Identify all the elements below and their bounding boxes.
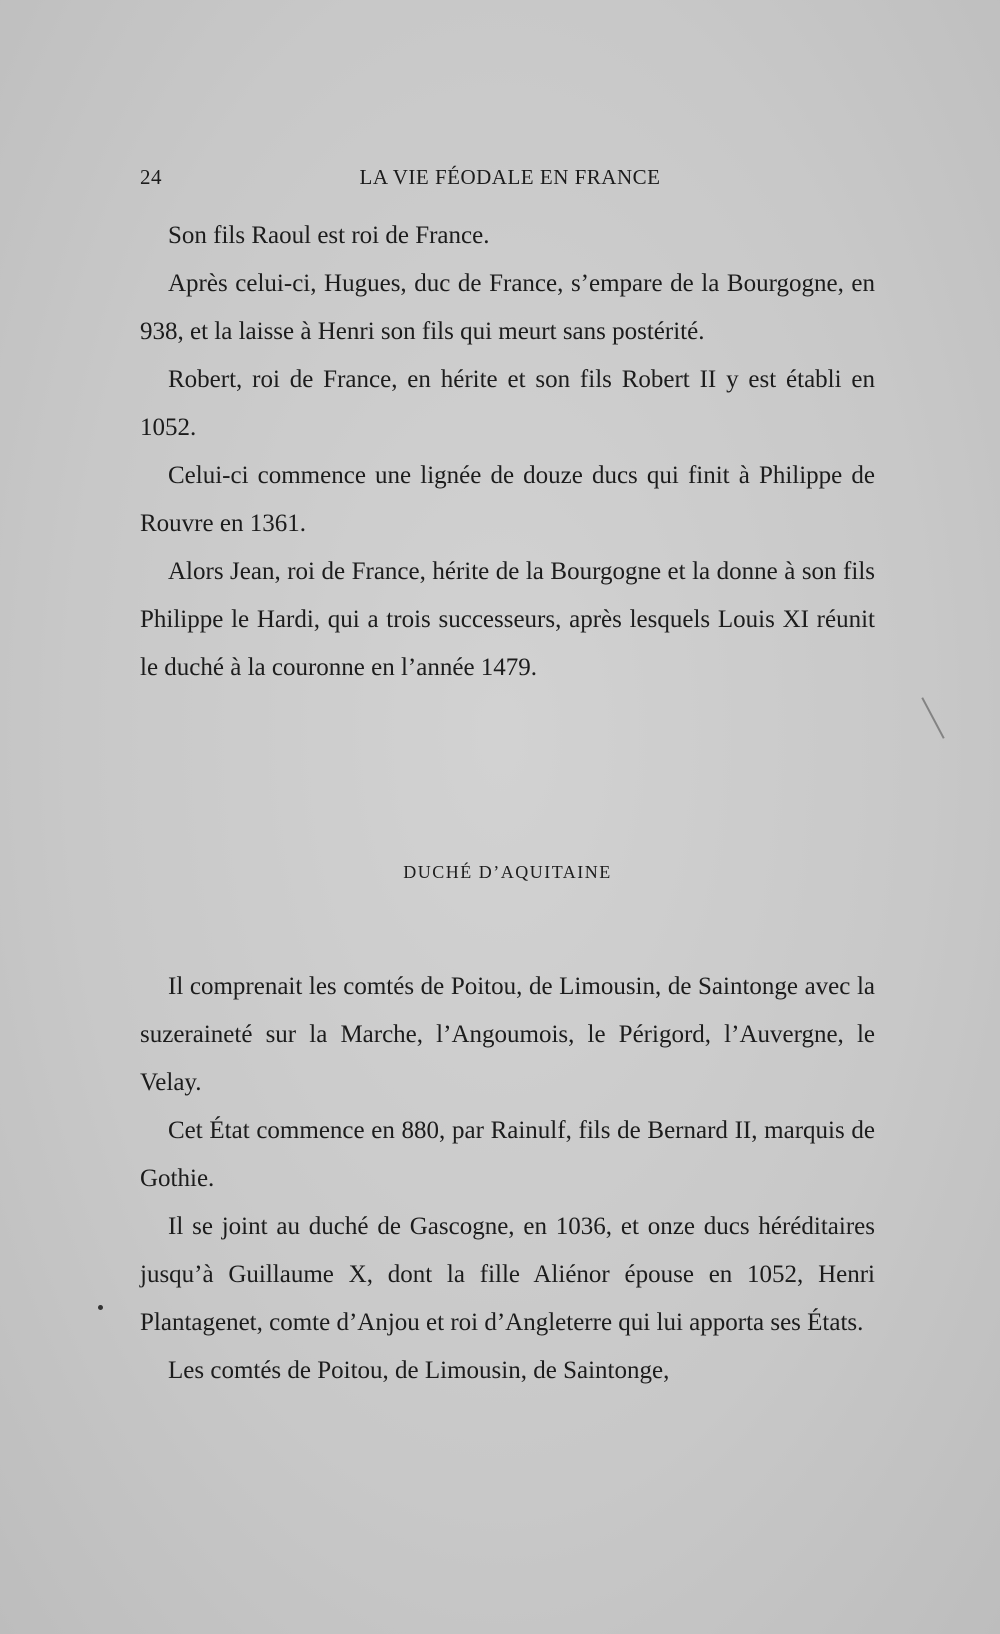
paragraph: Alors Jean, roi de France, hérite de la Bourgogne et la donne à son fils Philippe le Hardi, qui a trois successeurs, après lesquels Louis XI réunit le duché à la couronne en l’année 1479.	[140, 558, 875, 681]
paragraph: Après celui-ci, Hugues, duc de France, s’empare de la Bourgogne, en 938, et la laisse à Henri son fils qui meurt sans postérité.	[140, 270, 875, 345]
paragraph: Son fils Raoul est roi de France.	[168, 222, 490, 249]
running-title: LA VIE FÉODALE EN FRANCE	[359, 165, 661, 189]
text-block-bourgogne	[140, 212, 875, 692]
running-head	[140, 165, 880, 195]
section-heading: DUCHÉ D’AQUITAINE	[403, 862, 612, 882]
paragraph: Cet État commence en 880, par Rainulf, fils de Bernard II, marquis de Gothie.	[140, 1117, 875, 1192]
paragraph: Robert, roi de France, en hérite et son fils Robert II y est établi en 1052.	[140, 366, 875, 441]
paragraph: Les comtés de Poitou, de Limousin, de Saintonge,	[168, 1357, 670, 1384]
margin-dot	[98, 1305, 103, 1310]
paragraph: Il se joint au duché de Gascogne, en 1036, et onze ducs héréditaires jusqu’à Guillaume X, dont la fille Aliénor épouse en 1052, Henri Plantagenet, comte d’Anjou et roi d’Angleterre qui lui apporta ses États.	[140, 1213, 875, 1336]
margin-mark	[921, 697, 944, 739]
page-number: 24	[140, 165, 162, 189]
text-block-aquitaine	[140, 963, 875, 1395]
paragraph: Il comprenait les comtés de Poitou, de Limousin, de Saintonge avec la suzeraineté sur la Marche, l’Angoumois, le Périgord, l’Auvergne, le Velay.	[140, 973, 875, 1096]
paragraph: Celui-ci commence une lignée de douze ducs qui finit à Philippe de Rouvre en 1361.	[140, 462, 875, 537]
